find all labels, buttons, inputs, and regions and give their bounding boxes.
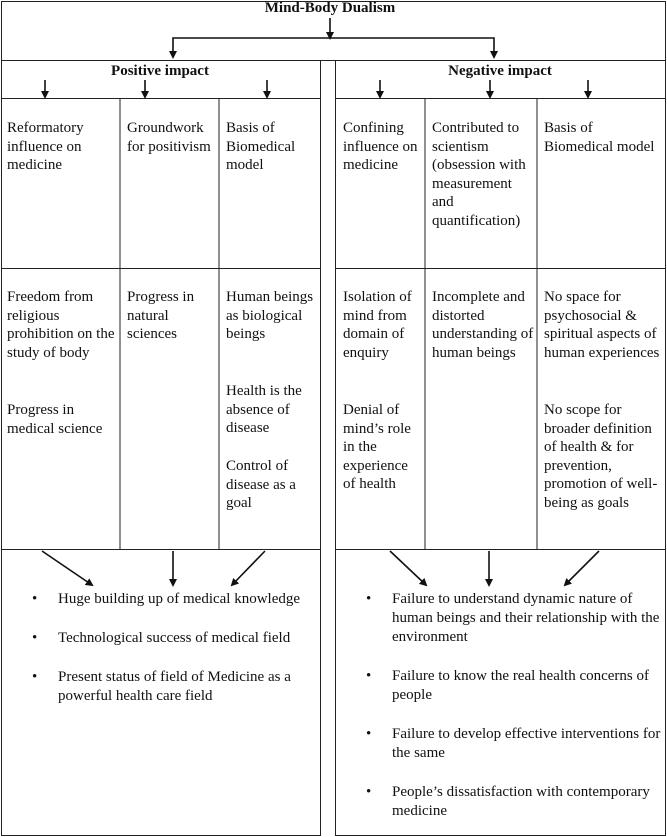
split-arrow-right [330,38,494,57]
positive-outcome-arrow [42,551,92,585]
negative-effect-2a: Incomplete and distorted understanding of human beings [432,289,534,361]
positive-effect-1a: Freedom from religious prohibition on the study of body [7,289,115,361]
diagram-title: Mind-Body Dualism [264,0,396,16]
split-arrow-left [173,38,330,57]
positive-category-2: Groundwork for positivism [127,120,211,155]
negative-outcome-item: • People’s dissatisfaction with contemporary medicine [366,783,662,821]
positive-outcome-item: • Huge building up of medical knowledge [32,590,312,609]
positive-effect-3a: Human beings as biological beings [226,289,314,343]
negative-outcome-arrow [565,551,599,585]
negative-outcome-arrow [390,551,426,585]
positive-effect-1b: Progress in medical science [7,402,103,437]
negative-heading: Negative impact [448,63,552,79]
negative-category-2: Contributed to scientism (obsession with measurement and quantification) [432,120,526,229]
positive-heading: Positive impact [111,63,209,79]
positive-outcome-item: • Present status of field of Medicine as a powerful health care field [32,668,312,706]
positive-category-1: Reformatory influence on medicine [7,120,84,174]
positive-effect-3b: Health is the absence of disease [226,383,302,437]
negative-category-1: Confining influence on medicine [343,120,418,174]
positive-effect-2a: Progress in natural sciences [127,289,195,343]
negative-effect-3a: No space for psychosocial & spiritual aspects of human experiences [544,289,660,361]
negative-effect-1a: Isolation of mind from domain of enquiry [343,289,412,361]
positive-effect-3c: Control of disease as a goal [226,458,296,512]
negative-outcome-item: • Failure to know the real health concerns of people [366,667,662,705]
negative-outcome-item: • Failure to develop effective interventions for the same [366,725,662,763]
negative-effect-3b: No scope for broader definition of health & for prevention, promotion of well-being as goals [544,402,658,511]
negative-outcome-item: • Failure to understand dynamic nature of human beings and their relationship with the environment [366,590,662,647]
positive-category-3: Basis of Biomedical model [226,120,296,174]
negative-category-3: Basis of Biomedical model [544,120,655,155]
positive-outcome-arrow [232,551,265,585]
positive-outcome-item: • Technological success of medical field [32,629,312,648]
negative-effect-1b: Denial of mind’s role in the experience of health [343,402,411,493]
